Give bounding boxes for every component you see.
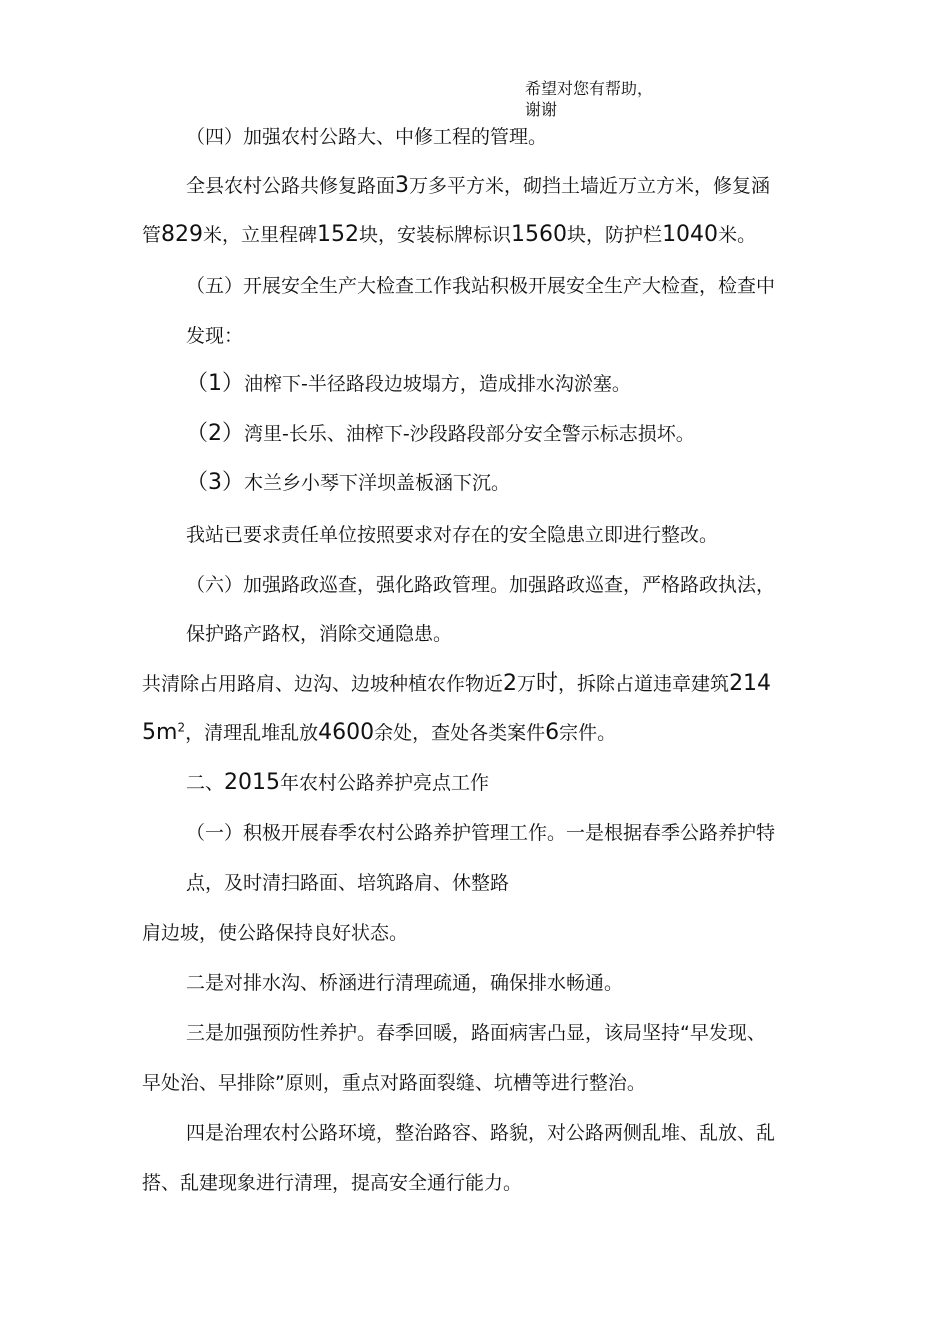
text-span: 米，立里程碑 xyxy=(203,224,318,246)
number-span: 4600 xyxy=(318,720,375,745)
paragraph-line-5: 发现： xyxy=(186,325,244,347)
text-span: 万 xyxy=(517,673,537,695)
paragraph-line-3 xyxy=(142,222,756,248)
number-span: 3 xyxy=(395,173,410,198)
paragraph-line-8 xyxy=(186,470,510,496)
text-span: 年农村公路养护亮点工作 xyxy=(280,772,490,794)
list-marker: （1） xyxy=(186,371,244,396)
paragraph-line-6 xyxy=(186,371,631,397)
text-span: 时 xyxy=(536,671,559,696)
paragraph-line-14 xyxy=(186,770,489,796)
number-span: 1560 xyxy=(511,222,568,247)
header-note-line-1: 希望对您有帮助， xyxy=(525,79,654,98)
text-span: ，清理乱堆乱放 xyxy=(185,722,319,744)
number-span: 214 xyxy=(729,671,772,696)
superscript: 2 xyxy=(177,720,186,735)
paragraph-line-9: 我站已要求责任单位按照要求对存在的安全隐患立即进行整改。 xyxy=(186,524,719,546)
paragraph-line-22: 搭、乱建现象进行清理，提高安全通行能力。 xyxy=(142,1172,523,1194)
number-span: 5m xyxy=(142,720,178,745)
header-note-line-2: 谢谢 xyxy=(525,100,558,119)
text-span: 二、 xyxy=(186,772,225,794)
paragraph-line-10: （六）加强路政巡查，强化路政管理。加强路政巡查，严格路政执法， xyxy=(186,574,776,596)
text-span: 米。 xyxy=(718,224,757,246)
text-span: 万多平方米，砌挡土墙近万立方米，修复涵 xyxy=(409,175,771,197)
paragraph-line-12 xyxy=(142,671,771,697)
text-span: 块，防护栏 xyxy=(567,224,663,246)
text-span: ，拆除占道违章建筑 xyxy=(558,673,730,695)
text-span: 湾里-长乐、油榨下-沙段路段部分安全警示标志损坏。 xyxy=(244,423,695,445)
number-span: 6 xyxy=(545,720,560,745)
text-span: 宗件。 xyxy=(559,722,617,744)
list-marker: （2） xyxy=(186,421,244,446)
text-span: 共清除占用路肩、边沟、边坡种植农作物近 xyxy=(142,673,504,695)
paragraph-line-16: 点，及时清扫路面、培筑路肩、休整路 xyxy=(186,872,510,894)
number-span: 2 xyxy=(503,671,518,696)
paragraph-line-15: （一）积极开展春季农村公路养护管理工作。一是根据春季公路养护特 xyxy=(186,822,776,844)
paragraph-line-1: （四）加强农村公路大、中修工程的管理。 xyxy=(186,126,548,148)
text-span: 木兰乡小琴下洋坝盖板涵下沉。 xyxy=(244,472,511,494)
text-span: 余处，查处各类案件 xyxy=(374,722,546,744)
header-note xyxy=(525,78,653,120)
paragraph-line-17: 肩边坡，使公路保持良好状态。 xyxy=(142,922,409,944)
paragraph-line-19: 三是加强预防性养护。春季回暖，路面病害凸显，该局坚持“早发现、 xyxy=(186,1022,766,1044)
paragraph-line-13 xyxy=(142,720,616,746)
paragraph-line-7 xyxy=(186,421,695,447)
list-marker: （3） xyxy=(186,470,244,495)
number-span: 2015 xyxy=(224,770,281,795)
number-span: 829 xyxy=(161,222,204,247)
number-span: 152 xyxy=(317,222,360,247)
paragraph-line-11: 保护路产路权，消除交通隐患。 xyxy=(186,623,453,645)
text-span: 油榨下-半径路段边坡塌方，造成排水沟淤塞。 xyxy=(244,373,631,395)
text-span: 管 xyxy=(142,224,162,246)
paragraph-line-20: 早处治、早排除”原则，重点对路面裂缝、坑槽等进行整治。 xyxy=(142,1072,646,1094)
paragraph-line-4: （五）开展安全生产大检查工作我站积极开展安全生产大检查，检查中 xyxy=(186,275,776,297)
number-span: 1040 xyxy=(662,222,719,247)
text-span: 全县农村公路共修复路面 xyxy=(186,175,396,197)
paragraph-line-2 xyxy=(186,173,770,199)
paragraph-line-21: 四是治理农村公路环境，整治路容、路貌，对公路两侧乱堆、乱放、乱 xyxy=(186,1122,776,1144)
paragraph-line-18: 二是对排水沟、桥涵进行清理疏通，确保排水畅通。 xyxy=(186,972,624,994)
text-span: 块，安装标牌标识 xyxy=(359,224,512,246)
